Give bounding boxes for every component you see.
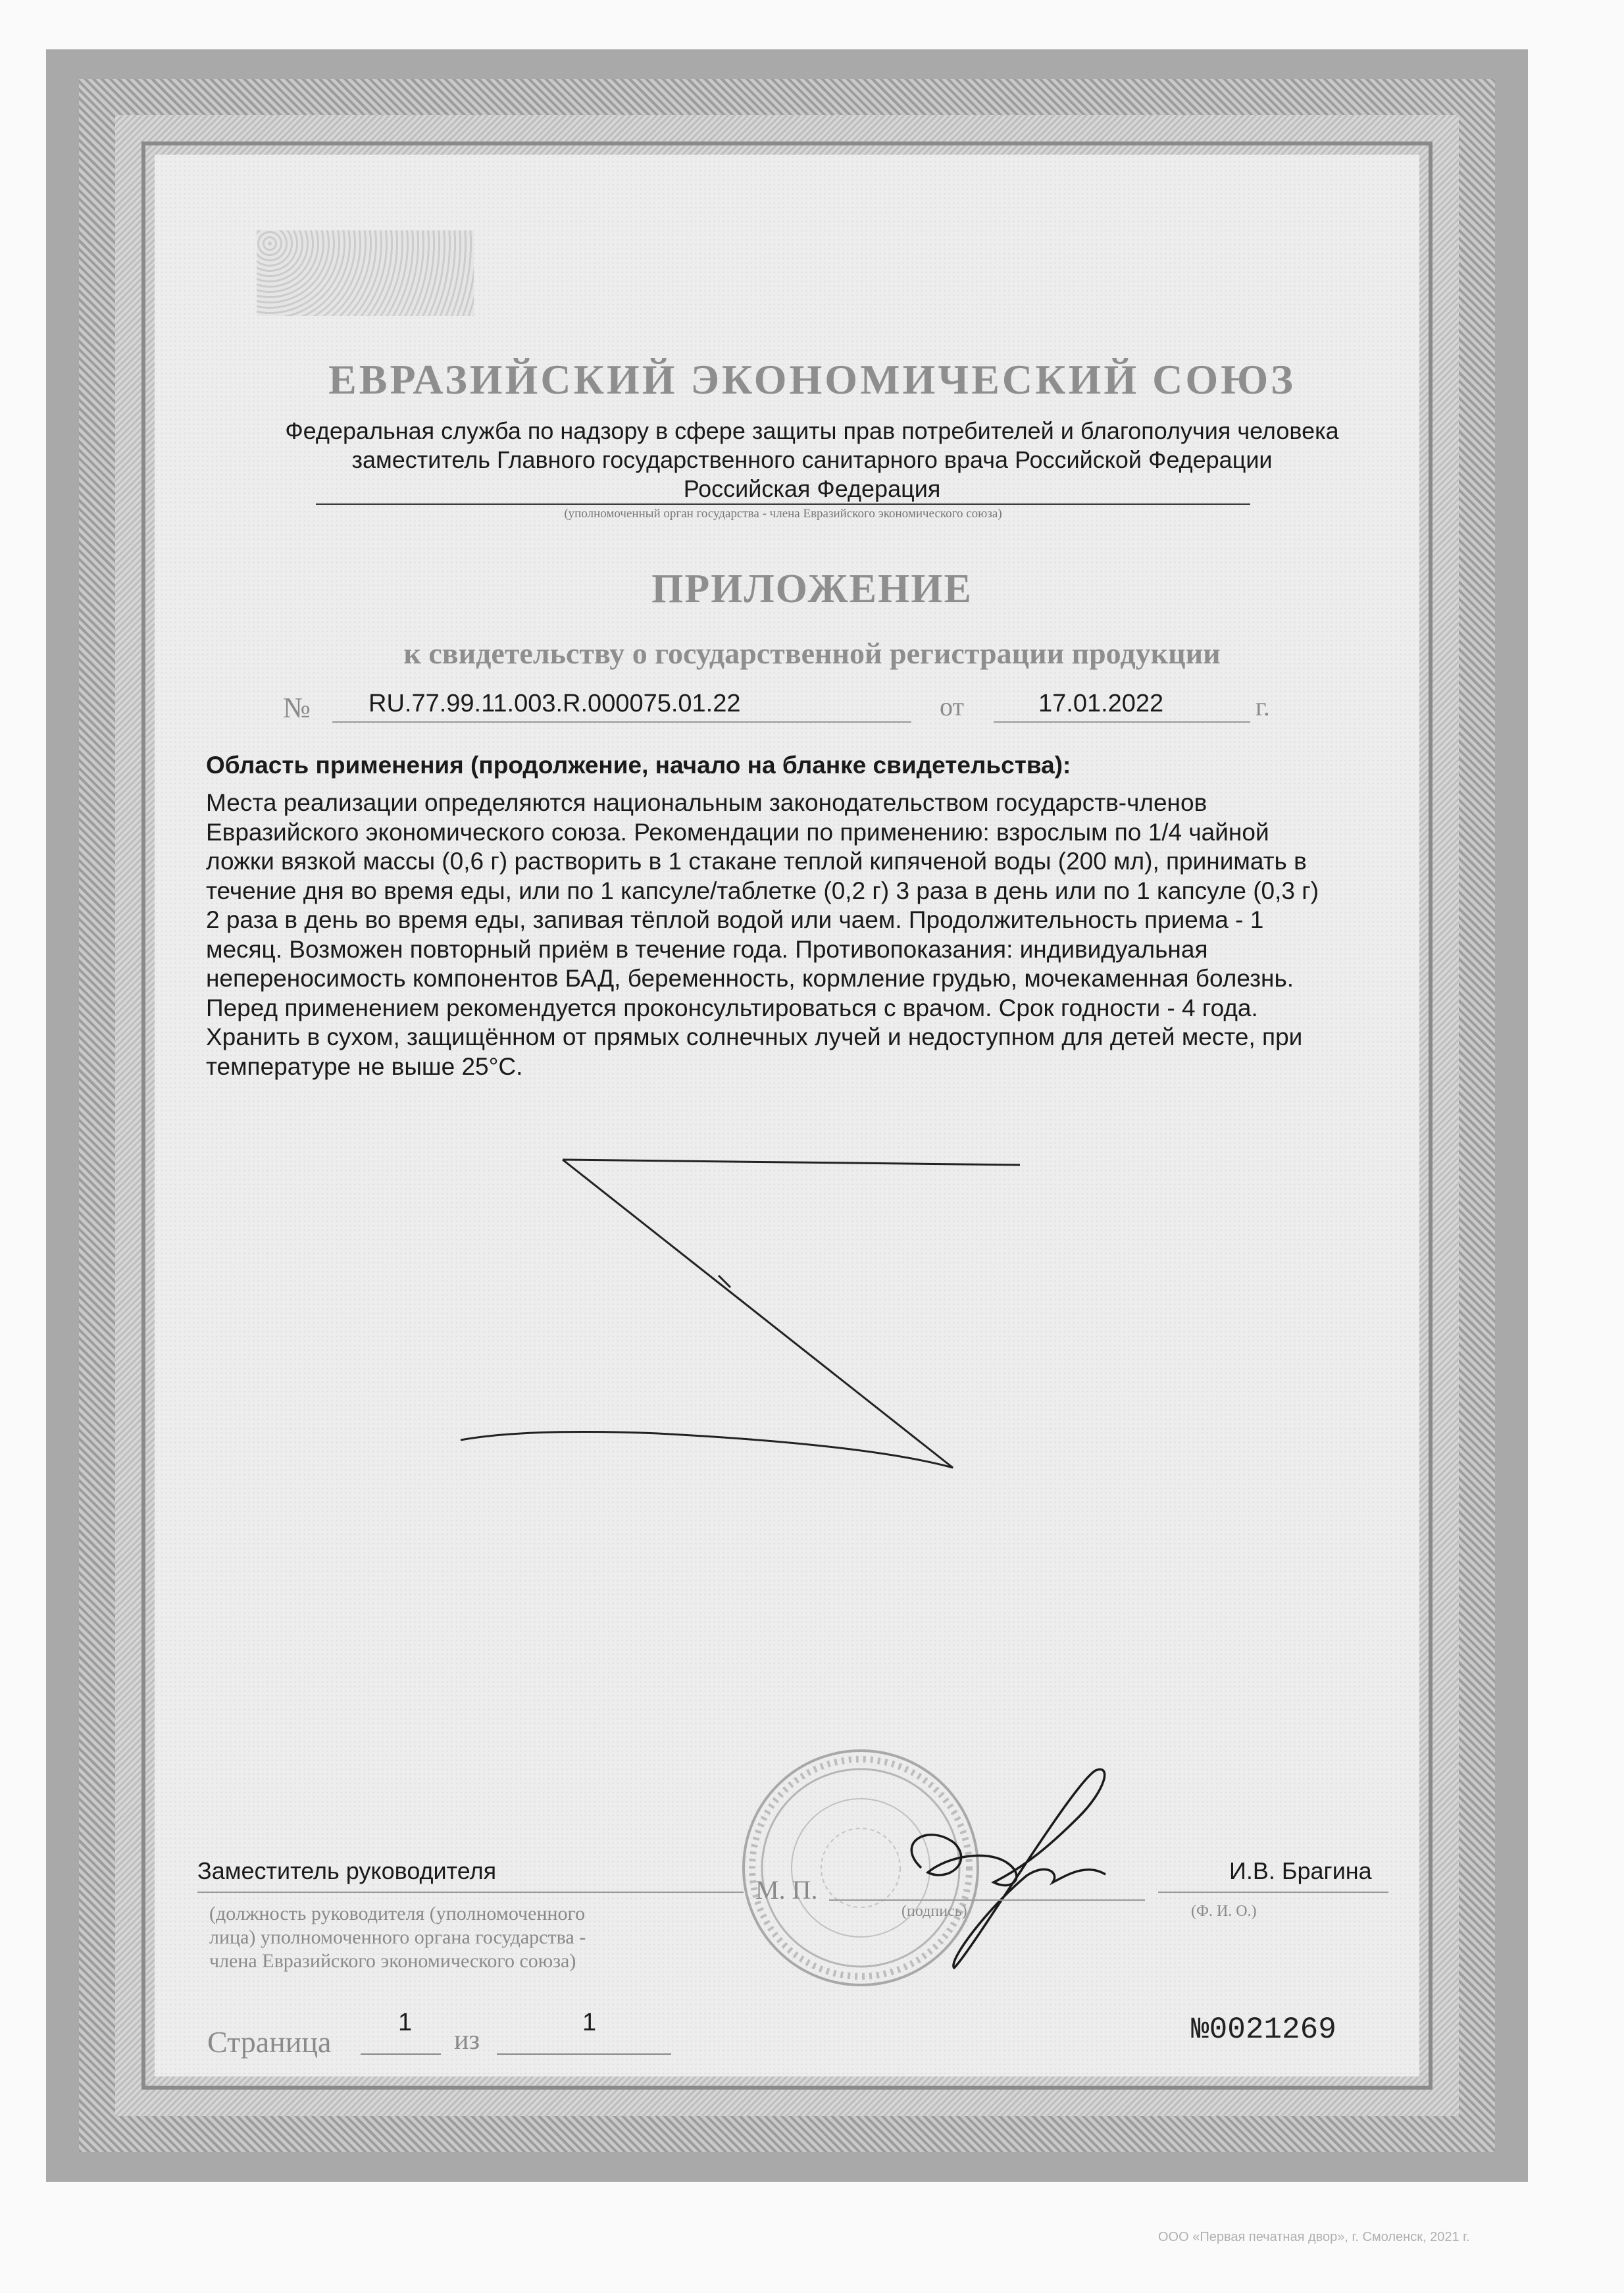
position-underline [197, 1892, 744, 1893]
document-title: ПРИЛОЖЕНИЕ [651, 567, 973, 611]
authority-line-2: заместитель Главного государственного санитарного врача Российской Федерации [351, 446, 1273, 473]
name-hint: (Ф. И. О.) [1191, 1903, 1257, 1920]
signer-position: Заместитель руководителя [197, 1857, 497, 1884]
page-underline [361, 2053, 441, 2055]
page-label: Страница [207, 2025, 332, 2059]
registration-date: 17.01.2022 [1038, 690, 1164, 717]
signature-underline [829, 1899, 1145, 1901]
total-pages: 1 [582, 2009, 597, 2036]
section-body: Места реализации определяются национальным законодательством государств-членов Евразийского экономического союза. Рекомендации по применению: взрослым по 1/4 чайной ложки вязкой массы (0,6 г) растворить в 1 стакане теплой кипяченой воды (200 мл), принимать в течение дня во время еды, или по 1 капсуле/таблетке (0,2 г) 3 раза в день или по 1 капсуле (0,3 г) 2 раза в день во время еды, запивая тёплой водой или чаем. Продолжительность приема - 1 месяц. Возможен повторный приём в течение года. Противопоказания: индивидуальная непереносимость компонентов БАД, беременность, кормление грудью, мочекаменная болезнь. Перед применением рекомендуется проконсультироваться с врачом. Срок годности - 4 года. Хранить в сухом, защищённом от прямых солнечных лучей и недоступном для детей месте, при температуре не выше 25°С. [206, 789, 1319, 1080]
name-underline [1158, 1892, 1388, 1893]
form-number: №0021269 [1191, 2013, 1336, 2047]
document-subtitle: к свидетельству о государственной регистрации продукции [403, 636, 1221, 670]
authority-line-1: Федеральная служба по надзору в сфере защиты прав потребителей и благополучия человека [285, 417, 1339, 444]
date-label: от [940, 692, 964, 721]
number-label: № [283, 692, 311, 724]
registration-number: RU.77.99.11.003.R.000075.01.22 [368, 690, 741, 717]
printer-footer: ООО «Первая печатная двор», г. Смоленск, 2021 г. [1158, 2230, 1470, 2244]
mp-label: М. П. [755, 1875, 818, 1905]
authority-line-3: Российская Федерация [683, 475, 941, 502]
signature-hint: (подпись) [901, 1903, 967, 1920]
authority-hint: (уполномоченный орган государства - члена Евразийского экономического союза) [564, 507, 1002, 521]
section-heading: Область применения (продолжение, начало на бланке свидетельства): [206, 752, 1071, 779]
year-suffix: г. [1256, 692, 1270, 721]
of-label: из [454, 2025, 480, 2055]
total-underline [497, 2053, 671, 2055]
signer-name: И.В. Брагина [1229, 1857, 1372, 1884]
position-hint: (должность руководителя (уполномоченного лица) уполномоченного органа государства - члена Евразийского экономического союза) [209, 1903, 586, 1972]
union-title: ЕВРАЗИЙСКИЙ ЭКОНОМИЧЕСКИЙ СОЮЗ [328, 356, 1296, 403]
page-number: 1 [398, 2009, 413, 2036]
